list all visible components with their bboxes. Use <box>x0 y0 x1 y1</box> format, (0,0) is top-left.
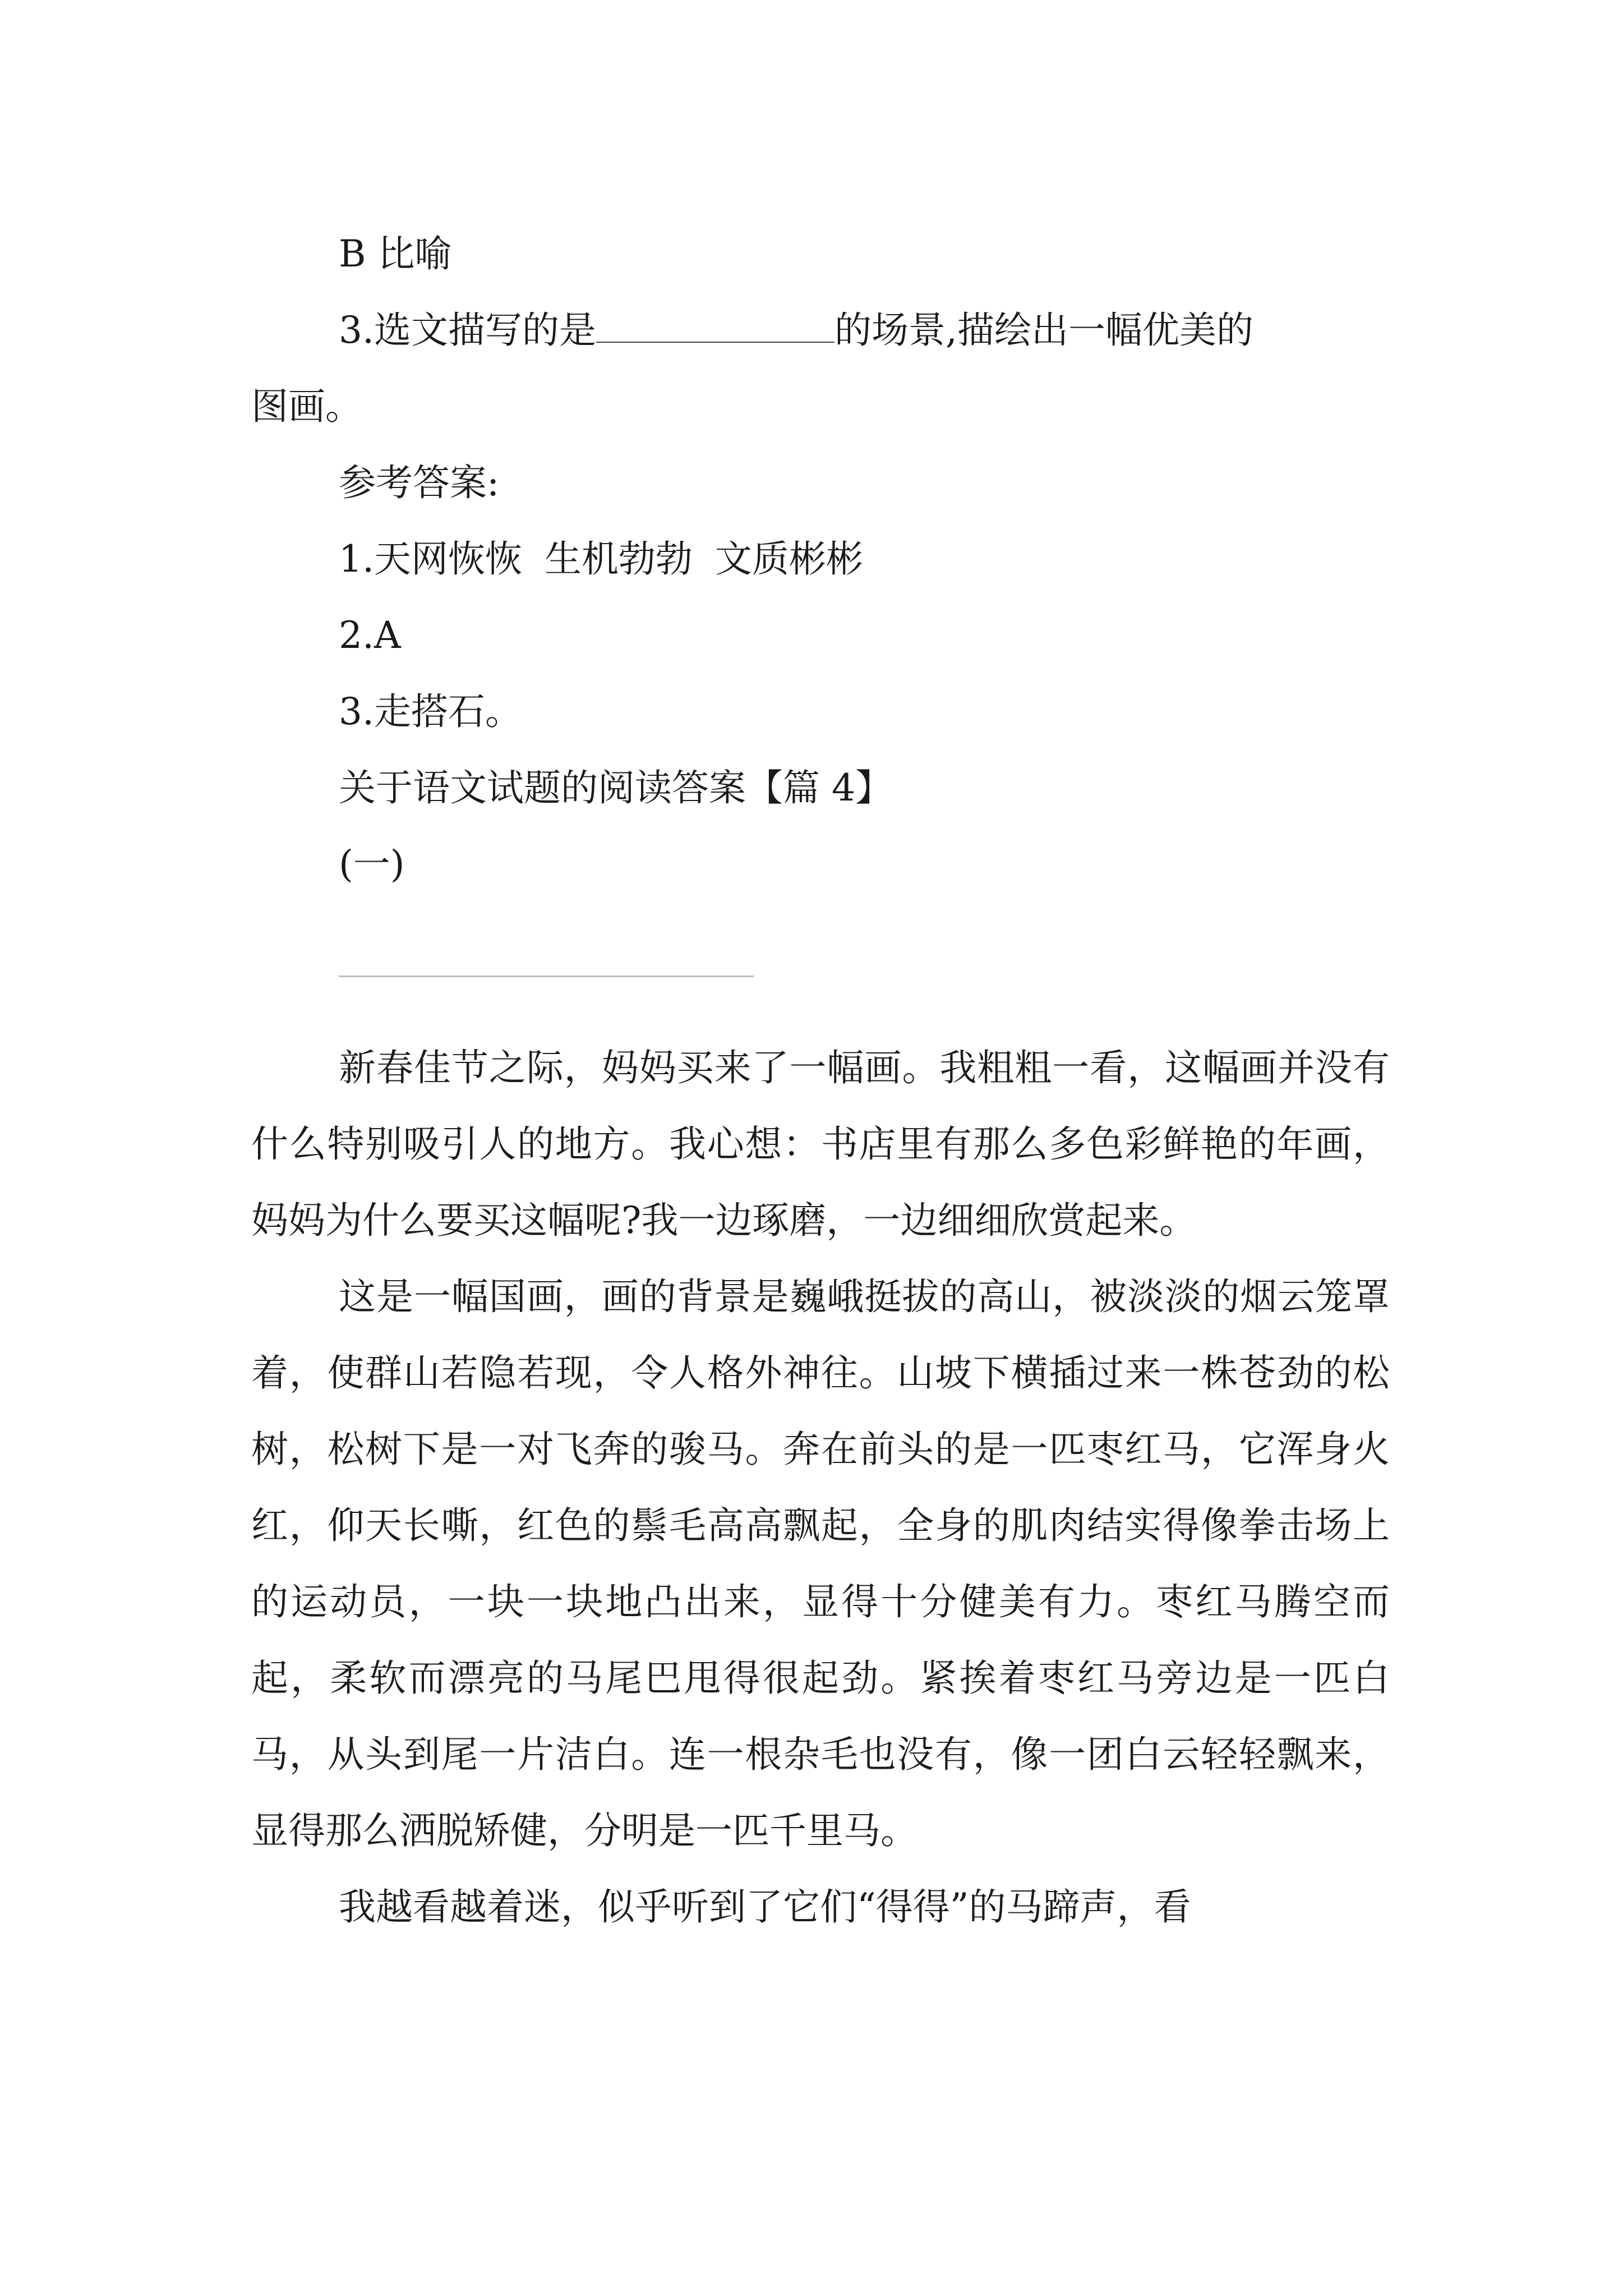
answer-1-word-c: 文质彬彬 <box>714 537 863 581</box>
answer-3-line: 3.走搭石。 <box>339 690 522 733</box>
paragraph-2: 这是一幅国画，画的背景是巍峨挺拔的高山，被淡淡的烟云笼罩着，使群山若隐若现，令人格外神往。山坡下横插过来一株苍劲的松树，松树下是一对飞奔的骏马。奔在前头的是一匹枣红马，它浑身火红，仰天长嘶，红色的鬃毛高高飘起，全身的肌肉结实得像拳击场上的运动员，一块一块地凸出来，显得十分健美有力。枣红马腾空而起，柔软而漂亮的马尾巴甩得很起劲。紧挨着枣红马旁边是一匹白马，从头到尾一片洁白。连一根杂毛也没有，像一团白云轻轻飘来，显得那么洒脱矫健，分明是一匹千里马。 <box>251 1275 1390 1852</box>
question-3-line <box>251 292 1390 369</box>
option-b-line: B 比喻 <box>339 232 452 275</box>
question-3-text-end: 的场景,描绘出一幅优美的 <box>834 309 1253 352</box>
answer-1-word-b: 生机勃勃 <box>544 537 693 581</box>
answer-2-line: 2.A <box>339 614 401 657</box>
answer-1-line <box>251 521 1390 597</box>
answer-blank <box>596 312 834 343</box>
section-title: 关于语文试题的阅读答案【篇 4】 <box>339 766 892 809</box>
question-3-continuation: 图画。 <box>251 385 362 428</box>
document-page <box>251 216 1390 1945</box>
section-part-label: (一) <box>339 843 405 886</box>
paragraph-1: 新春佳节之际，妈妈买来了一幅画。我粗粗一看，这幅画并没有什么特别吸引人的地方。我心想：书店里有那么多色彩鲜艳的年画，妈妈为什么要买这幅呢?我一边琢磨，一边细细欣赏起来。 <box>251 1046 1390 1242</box>
question-3-text-start: 3.选文描写的是 <box>339 309 596 352</box>
paragraph-3: 我越看越着迷，似乎听到了它们“得得”的马蹄声，看 <box>339 1885 1191 1929</box>
separator-line <box>339 976 754 977</box>
answer-title: 参考答案: <box>339 461 500 504</box>
answer-1-word-a: 1.天网恢恢 <box>339 537 522 581</box>
